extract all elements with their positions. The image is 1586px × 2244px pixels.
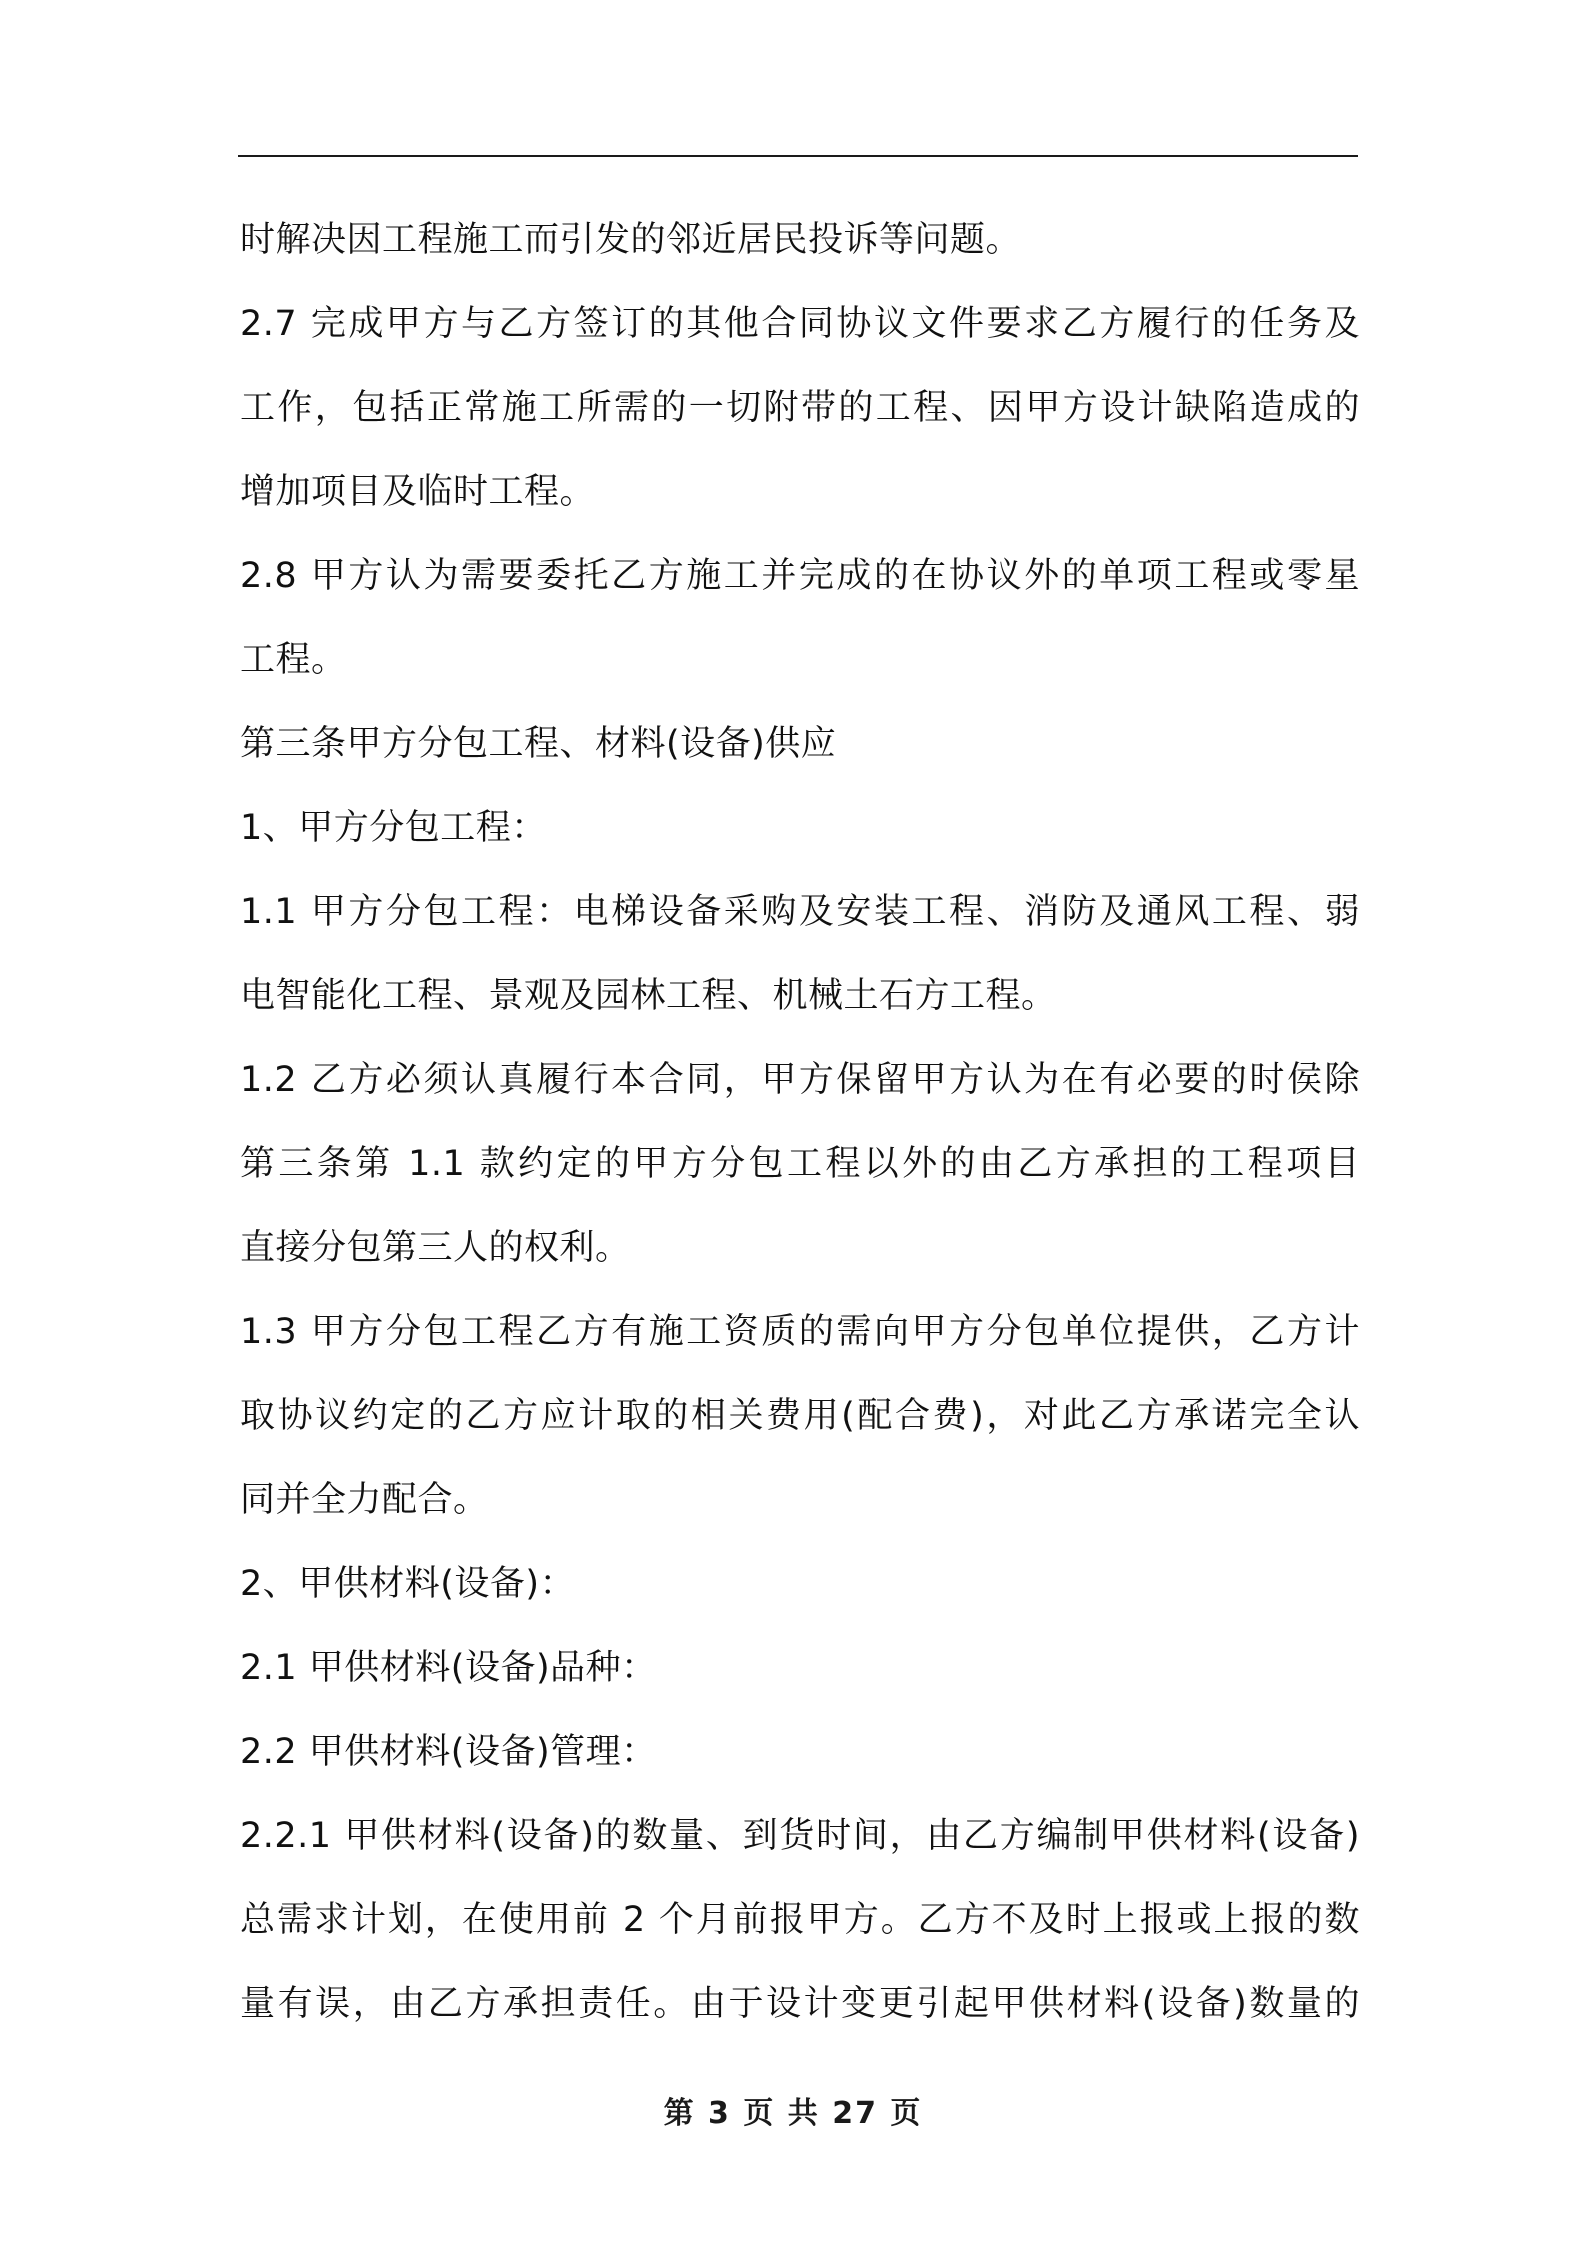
text-line: 1.2 乙方必须认真履行本合同，甲方保留甲方认为在有必要的时侯除 [240, 1060, 1360, 1100]
text-line: 2.8 甲方认为需要委托乙方施工并完成的在协议外的单项工程或零星 [240, 556, 1360, 596]
text-line: 1.1 甲方分包工程：电梯设备采购及安装工程、消防及通风工程、弱 [240, 892, 1360, 932]
text-line: 同并全力配合。 [240, 1480, 489, 1520]
text-line: 总需求计划，在使用前 2 个月前报甲方。乙方不及时上报或上报的数 [240, 1900, 1360, 1940]
text-line: 2.2 甲供材料(设备)管理： [240, 1732, 657, 1772]
text-line: 取协议约定的乙方应计取的相关费用(配合费)，对此乙方承诺完全认 [240, 1396, 1360, 1436]
document-body [240, 198, 1360, 2046]
text-line: 直接分包第三人的权利。 [240, 1228, 631, 1268]
text-line: 2.1 甲供材料(设备)品种： [240, 1648, 657, 1688]
text-line: 量有误，由乙方承担责任。由于设计变更引起甲供材料(设备)数量的 [240, 1984, 1360, 2024]
text-line: 电智能化工程、景观及园林工程、机械土石方工程。 [240, 976, 1057, 1016]
text-line: 1.3 甲方分包工程乙方有施工资质的需向甲方分包单位提供，乙方计 [240, 1312, 1360, 1352]
text-line: 2、甲供材料(设备)： [240, 1564, 576, 1604]
text-line: 2.7 完成甲方与乙方签订的其他合同协议文件要求乙方履行的任务及 [240, 304, 1360, 344]
text-line: 第三条第 1.1 款约定的甲方分包工程以外的由乙方承担的工程项目 [240, 1144, 1360, 1184]
text-line: 工程。 [240, 640, 347, 680]
text-line: 1、甲方分包工程： [240, 808, 547, 848]
text-line: 第三条甲方分包工程、材料(设备)供应 [240, 724, 837, 764]
page-number-footer: 第 3 页 共 27 页 [663, 2096, 923, 2131]
header-rule [238, 155, 1358, 157]
text-line: 时解决因工程施工而引发的邻近居民投诉等问题。 [240, 220, 1022, 260]
text-line: 增加项目及临时工程。 [240, 472, 596, 512]
text-line: 工作，包括正常施工所需的一切附带的工程、因甲方设计缺陷造成的 [240, 388, 1360, 428]
text-line: 2.2.1 甲供材料(设备)的数量、到货时间，由乙方编制甲供材料(设备) [240, 1816, 1360, 1856]
